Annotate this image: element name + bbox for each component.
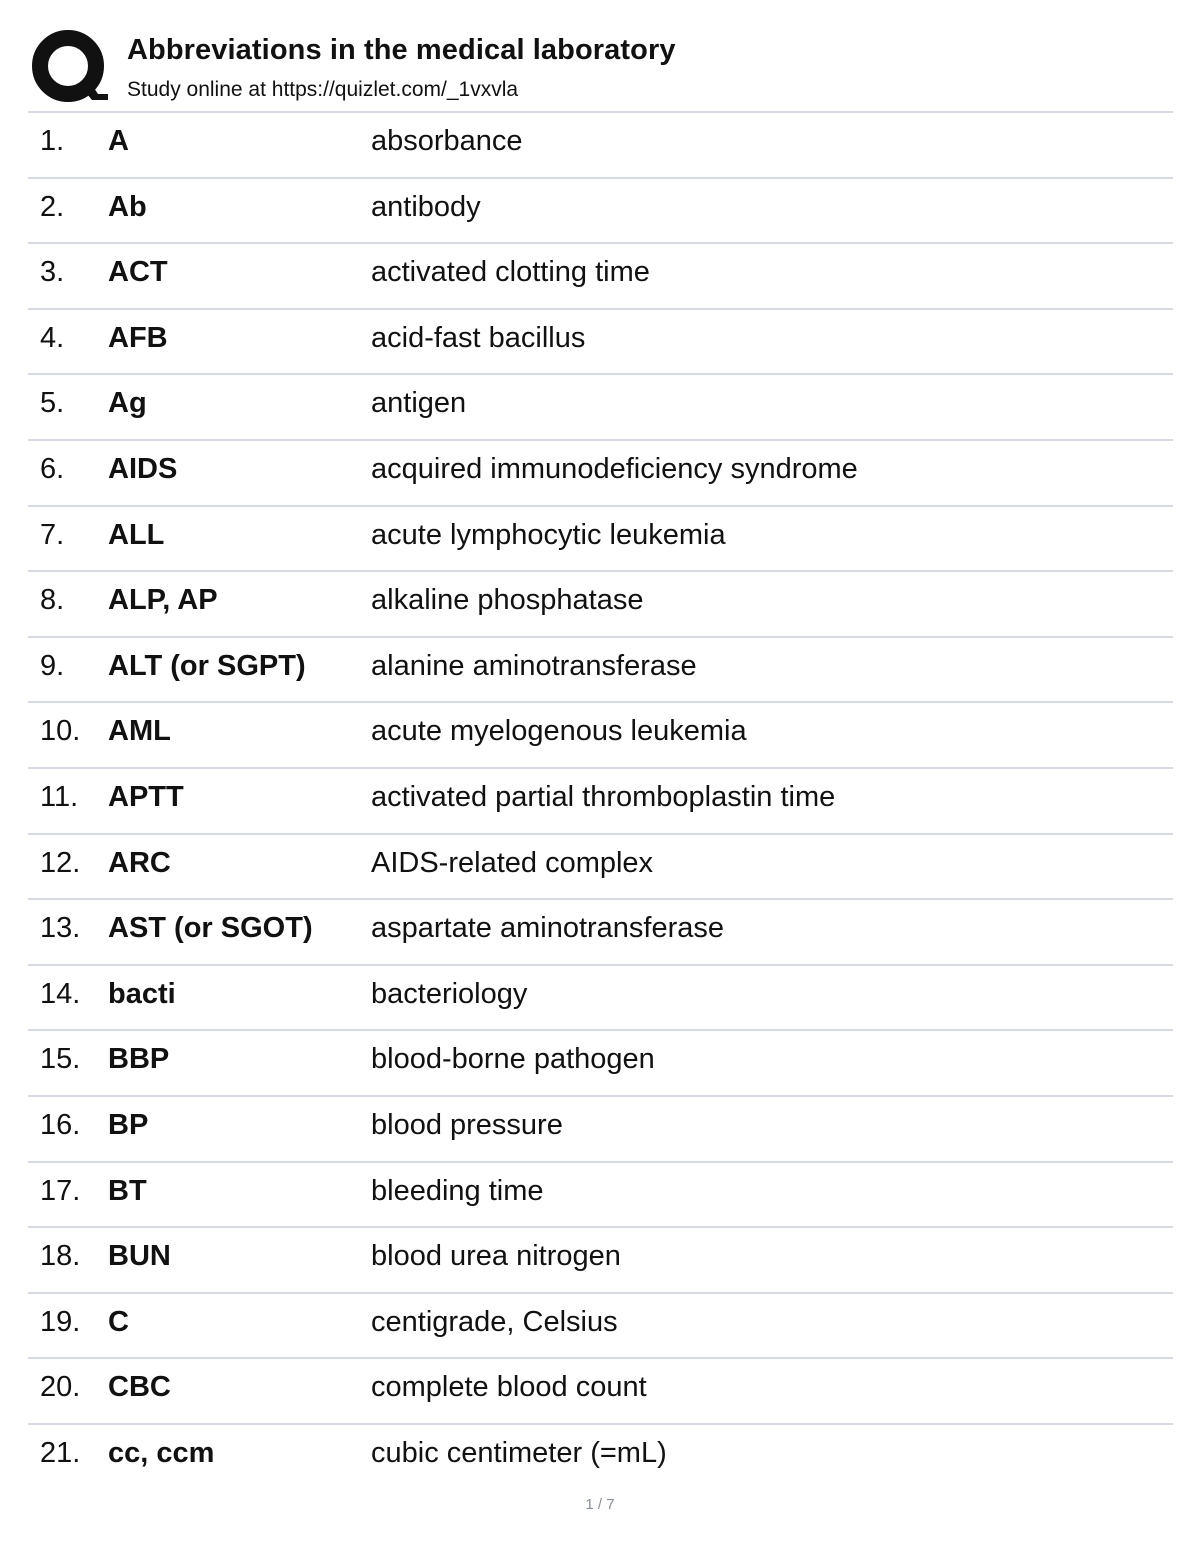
term-definition: absorbance xyxy=(371,125,523,157)
term-row xyxy=(28,898,1173,964)
term-abbreviation: C xyxy=(108,1305,129,1338)
term-number: 18. xyxy=(40,1240,81,1273)
term-number: 2. xyxy=(40,190,65,223)
term-definition: acquired immunodeficiency syndrome xyxy=(371,452,858,485)
term-abbreviation: BUN xyxy=(108,1240,171,1273)
term-row xyxy=(28,505,1173,571)
page-header xyxy=(28,28,1173,112)
term-row xyxy=(28,373,1173,439)
term-abbreviation: BBP xyxy=(108,1043,170,1076)
term-number: 11. xyxy=(40,780,79,813)
term-number: 13. xyxy=(40,912,81,945)
term-number: 16. xyxy=(40,1108,81,1141)
term-row xyxy=(28,570,1173,636)
page-number: 1 / 7 xyxy=(585,1496,615,1513)
term-number: 5. xyxy=(40,387,65,420)
term-row xyxy=(28,636,1173,702)
quizlet-logo-icon xyxy=(30,28,110,108)
term-number: 15. xyxy=(40,1043,81,1076)
term-row xyxy=(28,964,1173,1030)
term-abbreviation: APTT xyxy=(108,780,184,813)
term-number: 3. xyxy=(40,256,65,289)
term-abbreviation: Ag xyxy=(108,387,147,420)
term-number: 19. xyxy=(40,1305,81,1338)
term-definition: bacteriology xyxy=(371,977,528,1010)
term-row xyxy=(28,242,1173,308)
term-definition: alanine aminotransferase xyxy=(371,649,697,682)
term-number: 9. xyxy=(40,649,65,682)
term-row xyxy=(28,833,1173,899)
term-number: 4. xyxy=(40,321,65,354)
term-row xyxy=(28,177,1173,243)
term-number: 6. xyxy=(40,452,65,485)
term-abbreviation: ARC xyxy=(108,846,171,879)
term-abbreviation: cc, ccm xyxy=(108,1436,215,1469)
term-abbreviation: AIDS xyxy=(108,452,178,485)
term-definition: blood urea nitrogen xyxy=(371,1240,621,1273)
term-list xyxy=(28,111,1173,1488)
page-title: Abbreviations in the medical laboratory xyxy=(127,34,676,66)
term-definition: aspartate aminotransferase xyxy=(371,912,725,945)
term-row xyxy=(28,1292,1173,1358)
term-number: 17. xyxy=(40,1174,81,1207)
term-number: 1. xyxy=(40,125,65,157)
term-abbreviation: ALT (or SGPT) xyxy=(108,649,306,682)
term-abbreviation: ALL xyxy=(108,518,165,551)
term-row xyxy=(28,439,1173,505)
term-number: 7. xyxy=(40,518,65,551)
term-definition: antigen xyxy=(371,387,467,420)
term-row xyxy=(28,111,1173,177)
study-link-text: Study online at https://quizlet.com/_1vxvla xyxy=(127,78,519,101)
term-row xyxy=(28,1357,1173,1423)
term-row xyxy=(28,1029,1173,1095)
term-abbreviation: A xyxy=(108,125,129,157)
term-definition: blood pressure xyxy=(371,1108,563,1141)
term-row xyxy=(28,701,1173,767)
term-definition: alkaline phosphatase xyxy=(371,584,644,617)
term-definition: acid-fast bacillus xyxy=(371,321,586,354)
term-row xyxy=(28,1226,1173,1292)
term-definition: activated partial thromboplastin time xyxy=(371,780,836,813)
term-number: 8. xyxy=(40,584,65,617)
term-abbreviation: BP xyxy=(108,1108,149,1141)
term-definition: activated clotting time xyxy=(371,256,650,289)
term-abbreviation: ACT xyxy=(108,256,168,289)
term-definition: acute myelogenous leukemia xyxy=(371,715,747,748)
term-abbreviation: AST (or SGOT) xyxy=(108,912,313,945)
term-definition: AIDS-related complex xyxy=(371,846,654,879)
term-abbreviation: Ab xyxy=(108,190,147,223)
term-definition: complete blood count xyxy=(371,1371,647,1404)
term-row xyxy=(28,308,1173,374)
term-row xyxy=(28,767,1173,833)
term-definition: blood-borne pathogen xyxy=(371,1043,655,1076)
term-definition: centigrade, Celsius xyxy=(371,1305,618,1338)
term-abbreviation: ALP, AP xyxy=(108,584,218,617)
term-definition: cubic centimeter (=mL) xyxy=(371,1436,667,1469)
term-definition: acute lymphocytic leukemia xyxy=(371,518,726,551)
term-number: 12. xyxy=(40,846,81,879)
term-number: 20. xyxy=(40,1371,81,1404)
term-abbreviation: AFB xyxy=(108,321,168,354)
term-abbreviation: BT xyxy=(108,1174,147,1207)
term-definition: bleeding time xyxy=(371,1174,544,1207)
term-abbreviation: bacti xyxy=(108,977,176,1010)
term-number: 10. xyxy=(40,715,81,748)
term-number: 14. xyxy=(40,977,81,1010)
term-abbreviation: AML xyxy=(108,715,171,748)
term-abbreviation: CBC xyxy=(108,1371,171,1404)
term-number: 21. xyxy=(40,1436,81,1469)
term-row xyxy=(28,1423,1173,1489)
term-row xyxy=(28,1161,1173,1227)
term-row xyxy=(28,1095,1173,1161)
term-definition: antibody xyxy=(371,190,481,223)
